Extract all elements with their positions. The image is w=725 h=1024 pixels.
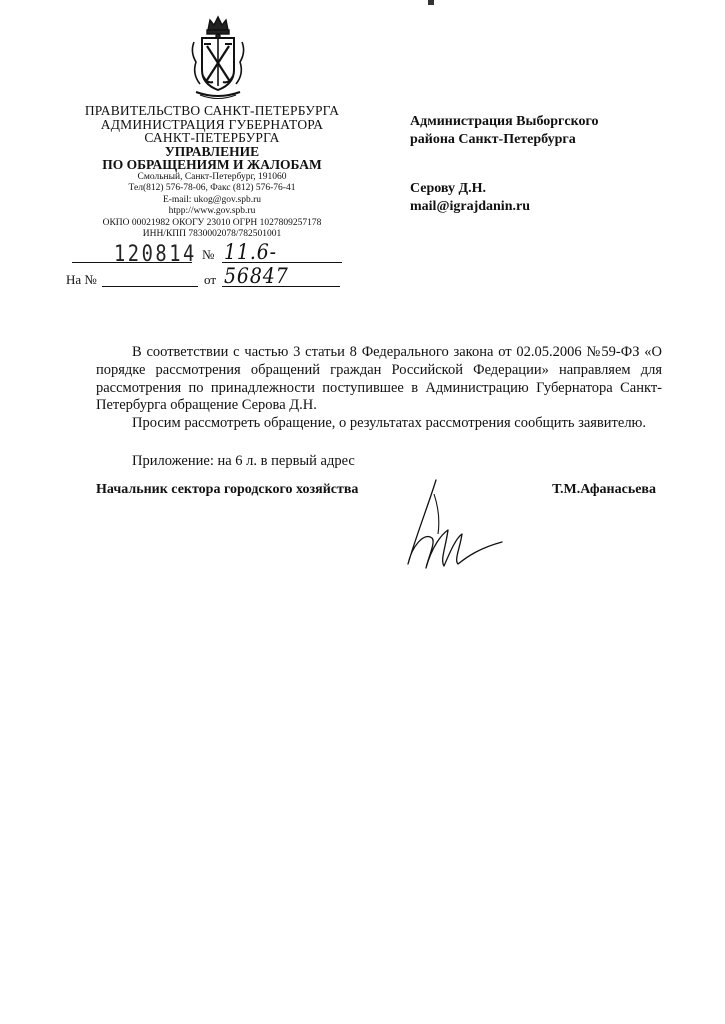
reply-to-label: На № xyxy=(66,272,97,287)
scan-edge-mark xyxy=(428,0,434,5)
sender-email: E-mail: ukog@gov.spb.ru xyxy=(162,194,262,205)
addressee-email: mail@igrajdanin.ru xyxy=(410,199,530,215)
department-title: ПО ОБРАЩЕНИЯМ И ЖАЛОБАМ xyxy=(102,157,322,172)
sender-website: htpp://www.gov.spb.ru xyxy=(168,206,256,217)
sender-line: ПРАВИТЕЛЬСТВО САНКТ-ПЕТЕРБУРГА xyxy=(84,103,340,118)
department-title: УПРАВЛЕНИЕ xyxy=(164,143,260,159)
sender-line: АДМИНИСТРАЦИЯ ГУБЕРНАТОРА xyxy=(100,116,324,132)
addressee-name: Серову Д.Н. xyxy=(410,181,487,196)
letter-body xyxy=(96,344,662,471)
recipient-line: района Санкт-Петербурга xyxy=(410,132,576,148)
date-underline xyxy=(72,262,192,263)
attachment-note: Приложение: на 6 л. в первый адрес xyxy=(132,453,355,470)
outgoing-number: 11.6-56847 xyxy=(224,240,289,288)
sender-registry-codes: ОКПО 00021982 ОКОГУ 23010 ОГРН 1027809257178 xyxy=(102,217,322,228)
recipient-organization xyxy=(410,113,599,149)
signer-name: Т.М.Афанасьева xyxy=(552,482,656,497)
from-date-field xyxy=(222,286,340,287)
body-paragraph: В соответствии с частью 3 статьи 8 Федерального закона от 02.05.2006 №59-ФЗ «О порядке рассмотрения обращений граждан Российской Федерации» направляем для рассмотрения по принадлежности поступившее в Администрацию Губернатора Санкт-Петербурга обращение Серова Д.Н. xyxy=(96,344,662,414)
recipient-line: Администрация Выборгского xyxy=(410,114,599,129)
sender-inn-kpp: ИНН/КПП 7830002078/782501001 xyxy=(142,229,282,240)
sender-address: Смольный, Санкт-Петербург, 191060 xyxy=(137,171,287,182)
handwritten-signature-icon xyxy=(398,476,508,582)
body-paragraph: Просим рассмотреть обращение, о результатах рассмотрения сообщить заявителю. xyxy=(132,415,647,432)
addressee-block xyxy=(410,180,530,216)
signer-position: Начальник сектора городского хозяйства xyxy=(96,482,359,497)
sender-header xyxy=(60,104,364,241)
reply-to-field xyxy=(102,286,198,287)
number-underline xyxy=(222,262,342,263)
from-label: от xyxy=(204,272,217,287)
reply-reference-line xyxy=(66,272,346,292)
sender-phone: Тел(812) 576-78-06, Факс (812) 576-76-41 xyxy=(128,183,296,194)
number-label: № xyxy=(202,247,215,262)
sender-line: САНКТ-ПЕТЕРБУРГА xyxy=(144,130,280,145)
date-stamp: 120814 xyxy=(114,242,197,267)
spb-coat-of-arms-icon xyxy=(186,14,250,100)
signature-block xyxy=(96,482,662,502)
